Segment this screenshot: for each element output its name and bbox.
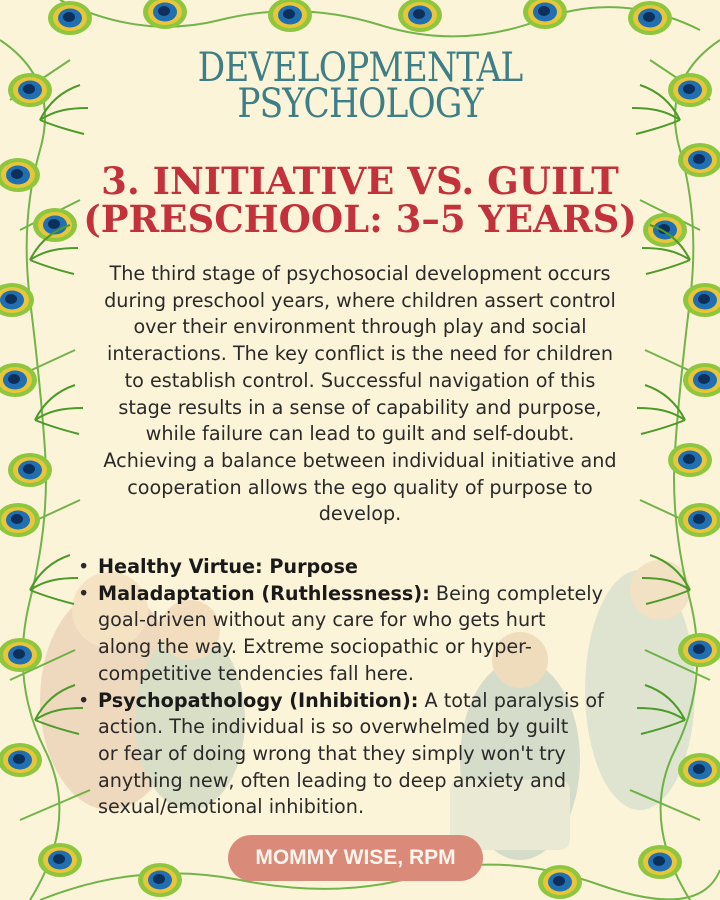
stage-bullet-list bbox=[76, 554, 656, 821]
bullet-text: along the way. Extreme sociopathic or hyper- bbox=[98, 635, 532, 659]
series-title-line-1: DEVELOPMENTAL bbox=[197, 45, 523, 91]
intro-line: over their environment through play and social bbox=[133, 315, 587, 339]
bullet-healthy-virtue bbox=[76, 554, 656, 581]
stage-title-line-1: 3. INITIATIVE VS. GUILT bbox=[101, 159, 619, 203]
bullet-text: competitive tendencies fall here. bbox=[98, 661, 414, 685]
intro-line: Achieving a balance between individual initiative and bbox=[103, 448, 617, 472]
bullet-text: Being completely bbox=[435, 581, 603, 605]
bullet-psychopathology bbox=[76, 688, 656, 822]
intro-line: to establish control. Successful navigation of this bbox=[124, 368, 596, 392]
bullet-maladaptation bbox=[76, 581, 656, 688]
intro-line: The third stage of psychosocial development occurs bbox=[109, 262, 611, 285]
bullet-label: Maladaptation (Ruthlessness): bbox=[98, 581, 430, 605]
intro-line: during preschool years, where children assert control bbox=[104, 288, 616, 312]
credit-badge: MOMMY WISE, RPM bbox=[228, 835, 483, 881]
series-title-line-2: PSYCHOLOGY bbox=[237, 81, 483, 127]
bullet-text: sexual/emotional inhibition. bbox=[98, 795, 365, 819]
series-title bbox=[50, 45, 669, 127]
intro-line: while failure can lead to guilt and self-doubt. bbox=[145, 422, 575, 446]
intro-line: stage results in a sense of capability and purpose, bbox=[118, 395, 602, 419]
stage-title-line-2: (PRESCHOOL: 3–5 YEARS) bbox=[83, 197, 637, 241]
bullet-text: A total paralysis of bbox=[424, 688, 604, 712]
bullet-text: anything new, often leading to deep anxiety and bbox=[98, 768, 567, 792]
bullet-text: action. The individual is so overwhelmed by guilt bbox=[98, 715, 569, 739]
bullet-label: Healthy Virtue: Purpose bbox=[98, 555, 358, 578]
bullet-text: or fear of doing wrong that they simply won't try bbox=[98, 741, 566, 765]
intro-line: interactions. The key conflict is the need for children bbox=[106, 342, 613, 366]
stage-title bbox=[0, 159, 720, 241]
intro-paragraph bbox=[62, 261, 658, 528]
bullet-text: goal-driven without any care for who gets hurt bbox=[98, 608, 546, 632]
bullet-label: Psychopathology (Inhibition): bbox=[98, 688, 419, 712]
intro-line: develop. bbox=[318, 502, 402, 526]
intro-line: cooperation allows the ego quality of purpose to bbox=[127, 475, 593, 499]
